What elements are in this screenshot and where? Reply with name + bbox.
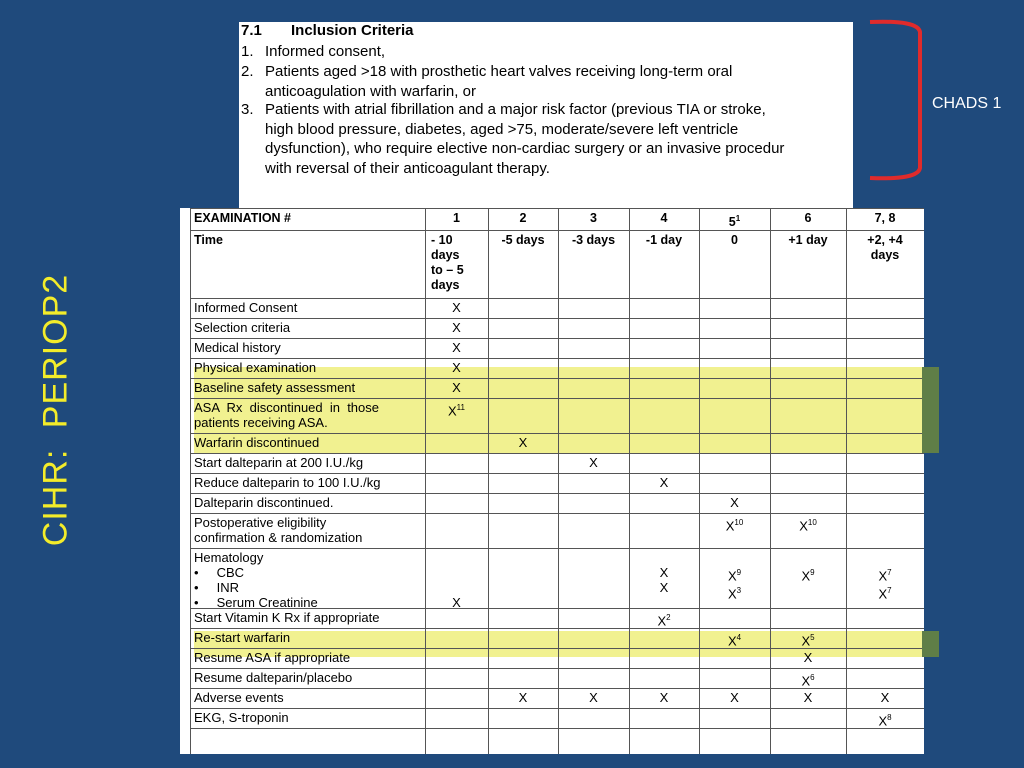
row-label: Postoperative eligibility confirmation & randomization (194, 515, 363, 545)
schedule-mark: X (659, 690, 669, 705)
row-divider (190, 668, 924, 669)
criteria-item (241, 100, 784, 178)
criteria-heading (241, 22, 414, 39)
column-divider (488, 208, 489, 754)
row-label: Dalteparin discontinued. (194, 495, 334, 510)
schedule-mark: $X^4$ (727, 633, 742, 649)
row-divider (190, 433, 924, 434)
footnote-marker: 7 (887, 586, 892, 596)
schedule-mark: X (452, 300, 461, 315)
row-label: Resume dalteparin/placebo (194, 670, 353, 685)
header-col: 4 (660, 211, 668, 225)
schedule-mark: $X^9$ $X^3$ (727, 568, 742, 602)
row-label: Physical examination (194, 360, 317, 375)
row-label: Re-start warfarin (194, 630, 291, 645)
row-divider (190, 453, 924, 454)
footnote-marker: 2 (666, 613, 671, 622)
row-divider (190, 318, 924, 319)
schedule-mark: X (452, 340, 461, 355)
chads-label: CHADS 1 (932, 95, 1002, 112)
criteria-item-number: 2. (241, 63, 254, 80)
schedule-mark: X (880, 690, 890, 705)
footnote-marker: 1 (735, 214, 741, 223)
footnote-marker: 9 (810, 568, 815, 577)
footnote-marker: 8 (887, 713, 892, 722)
schedule-mark: X (589, 455, 598, 470)
criteria-item-number: 1. (241, 43, 254, 60)
schedule-mark: $X^{10}$ (725, 518, 744, 534)
footnote-marker: 4 (736, 633, 742, 642)
schedule-mark: X (730, 690, 739, 705)
footnote-marker: 10 (734, 518, 744, 527)
footnote-marker: 3 (736, 586, 742, 596)
table-border (190, 208, 191, 754)
schedule-mark: X (452, 360, 461, 375)
header-label: EXAMINATION # (194, 211, 291, 225)
time-value: -3 days (571, 233, 616, 247)
footnote-marker: 7 (887, 568, 892, 577)
row-label: Medical history (194, 340, 281, 355)
row-label: EKG, S-troponin (194, 710, 289, 725)
row-divider (190, 513, 924, 514)
criteria-section-number: 7.1 (241, 22, 262, 39)
schedule-mark: $X^5$ (801, 633, 815, 649)
row-divider (190, 548, 924, 549)
header-col: 7, 8 (874, 211, 896, 225)
schedule-mark: $X^6$ (801, 673, 815, 689)
footnote-marker: 5 (810, 633, 815, 642)
time-value: +2, +4 days (867, 233, 903, 262)
column-divider (558, 208, 559, 754)
time-value: -5 days (501, 233, 545, 247)
row-divider (190, 473, 924, 474)
header-col: 3 (590, 211, 597, 225)
schedule-mark: X (589, 690, 598, 705)
schedule-mark: $X^{11}$ (448, 403, 465, 419)
header-col: 2 (519, 211, 527, 225)
time-value: - 10 days to – 5 days (431, 233, 464, 292)
column-divider (846, 208, 847, 754)
schedule-mark: X (730, 495, 739, 510)
criteria-item-text: Patients with atrial fibrillation and a major risk factor (previous TIA or stroke, high blood pressure, diabetes, aged >75, moderate/severe left ventricle dysfunction), who require elective non-cardiac surgery or an invasive procedur with reversal of their anticoagulant therapy. (265, 101, 785, 177)
chads-bracket (868, 18, 928, 184)
row-divider (190, 208, 924, 209)
schedule-mark: $X^7$ $X^7$ (878, 568, 892, 602)
criteria-item (241, 42, 385, 62)
time-value: +1 day (788, 233, 828, 247)
schedule-mark: X (452, 380, 461, 395)
highlight-bar-baseline (922, 367, 939, 453)
time-value: 0 (731, 233, 738, 247)
column-divider (699, 208, 700, 754)
criteria-section-title: Inclusion Criteria (291, 22, 414, 39)
footnote-marker: 6 (810, 673, 815, 682)
row-label: Resume ASA if appropriate (194, 650, 351, 665)
schedule-mark: X (659, 475, 669, 490)
criteria-item-text: Patients aged >18 with prosthetic heart valves receiving long-term oral anticoagulation with warfarin, or (265, 63, 733, 100)
schedule-mark: X (452, 320, 461, 335)
schedule-mark: X (518, 435, 528, 450)
column-divider (425, 208, 426, 754)
schedule-mark: $X^8$ (878, 713, 892, 729)
row-label: Informed Consent (194, 300, 298, 315)
row-divider (190, 708, 924, 709)
row-divider (190, 493, 924, 494)
criteria-item-number: 3. (241, 101, 254, 118)
row-label: Selection criteria (194, 320, 291, 335)
schedule-mark: X (803, 650, 813, 665)
inclusion-criteria-excerpt (239, 22, 853, 208)
row-label: Hematology • CBC • INR • Serum Creatinine (194, 550, 318, 610)
row-divider (190, 230, 924, 231)
row-divider (190, 628, 924, 629)
row-label: Warfarin discontinued (194, 435, 320, 450)
footnote-marker: 10 (807, 518, 817, 527)
highlight-bar-restart (922, 631, 939, 657)
header-col: $5^1$ (728, 214, 741, 230)
schedule-mark: X (803, 690, 813, 705)
slide-side-title: CIHR: PERIOP2 (36, 273, 75, 547)
schedule-mark: $X^2$ (657, 613, 671, 629)
row-divider (190, 338, 924, 339)
schedule-mark: X X (659, 565, 669, 595)
header-col: 1 (453, 211, 460, 225)
row-label: ASA Rx discontinued in those patients receiving ASA. (194, 400, 379, 430)
time-value: -1 day (645, 233, 683, 247)
row-label: Start dalteparin at 200 I.U./kg (194, 455, 364, 470)
header-col: 6 (804, 211, 812, 225)
row-divider (190, 298, 924, 299)
examination-schedule-table (180, 208, 924, 754)
schedule-mark: X (518, 690, 528, 705)
row-divider (190, 378, 924, 379)
footnote-marker: 11 (456, 403, 465, 412)
row-divider (190, 728, 924, 729)
schedule-mark: X (452, 595, 461, 610)
row-divider (190, 358, 924, 359)
footnote-marker: 9 (736, 568, 742, 577)
criteria-item-text: Informed consent, (265, 43, 386, 60)
row-label: Adverse events (194, 690, 284, 705)
time-label: Time (194, 233, 223, 247)
row-divider (190, 398, 924, 399)
criteria-item (241, 62, 732, 101)
row-label: Start Vitamin K Rx if appropriate (194, 610, 380, 625)
schedule-mark: $X^{10}$ (799, 518, 817, 534)
schedule-mark: $X^9$ (801, 568, 815, 584)
row-label: Reduce dalteparin to 100 I.U./kg (194, 475, 381, 490)
row-label: Baseline safety assessment (194, 380, 356, 395)
